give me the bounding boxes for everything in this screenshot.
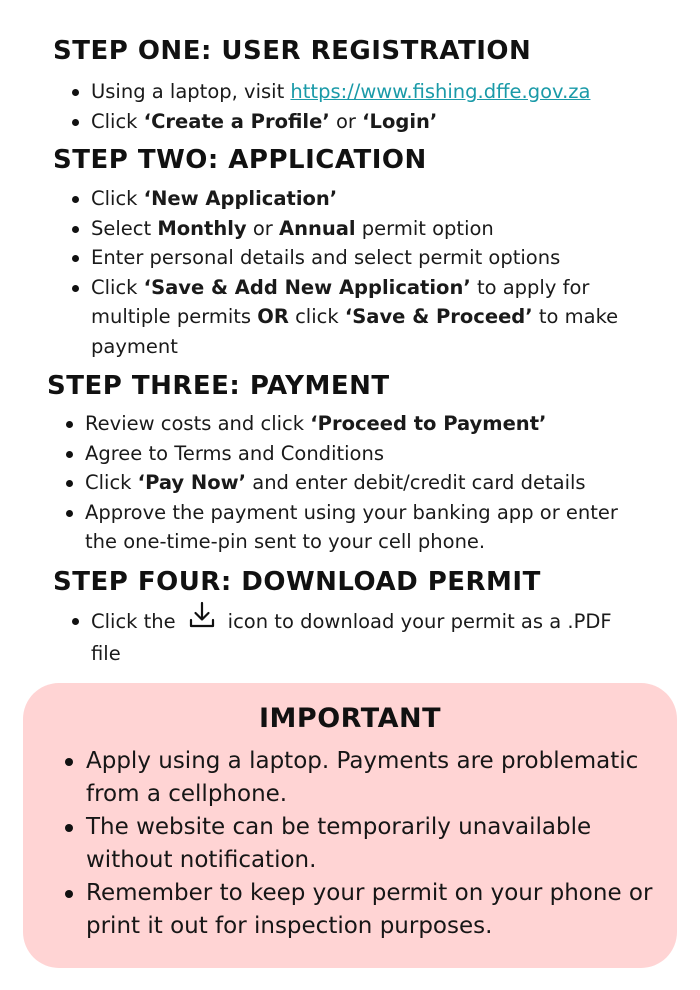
list-item: Click ‘Create a Profile’ or ‘Login’ (70, 107, 670, 137)
list-item: Click ‘New Application’ (70, 184, 625, 214)
step-one-heading: STEP ONE: USER REGISTRATION (53, 36, 532, 66)
step-two-list (70, 184, 625, 361)
list-item: Apply using a laptop. Payments are problematic from a cellphone. (65, 745, 665, 811)
download-icon (188, 600, 216, 639)
important-notice-box (23, 683, 677, 968)
important-title: IMPORTANT (259, 703, 441, 734)
list-item: Click ‘Pay Now’ and enter debit/credit card details (64, 468, 654, 498)
list-item: Click ‘Save & Add New Application’ to apply for multiple permits OR click ‘Save & Proceed’ to make payment (70, 273, 625, 362)
step-three-list (64, 409, 654, 557)
step-two-heading: STEP TWO: APPLICATION (53, 145, 427, 175)
list-item: Remember to keep your permit on your phone or print it out for inspection purposes. (65, 877, 665, 943)
list-item: Click the icon to download your permit as a .PDF file (70, 606, 640, 668)
list-item: Using a laptop, visit https://www.fishing.dffe.gov.za (70, 77, 670, 107)
list-item: Review costs and click ‘Proceed to Payment’ (64, 409, 654, 439)
list-item: Enter personal details and select permit options (70, 243, 625, 273)
fishing-portal-link[interactable]: https://www.fishing.dffe.gov.za (290, 80, 591, 103)
list-item: Select Monthly or Annual permit option (70, 214, 625, 244)
list-item: The website can be temporarily unavailable without notification. (65, 811, 665, 877)
list-item: Approve the payment using your banking app or enter the one-time-pin sent to your cell phone. (64, 498, 654, 557)
step-one-list (70, 77, 670, 136)
step-four-heading: STEP FOUR: DOWNLOAD PERMIT (53, 567, 541, 597)
step-three-heading: STEP THREE: PAYMENT (47, 371, 390, 401)
list-item: Agree to Terms and Conditions (64, 439, 654, 469)
important-list (65, 745, 665, 943)
step-four-list (70, 606, 640, 668)
